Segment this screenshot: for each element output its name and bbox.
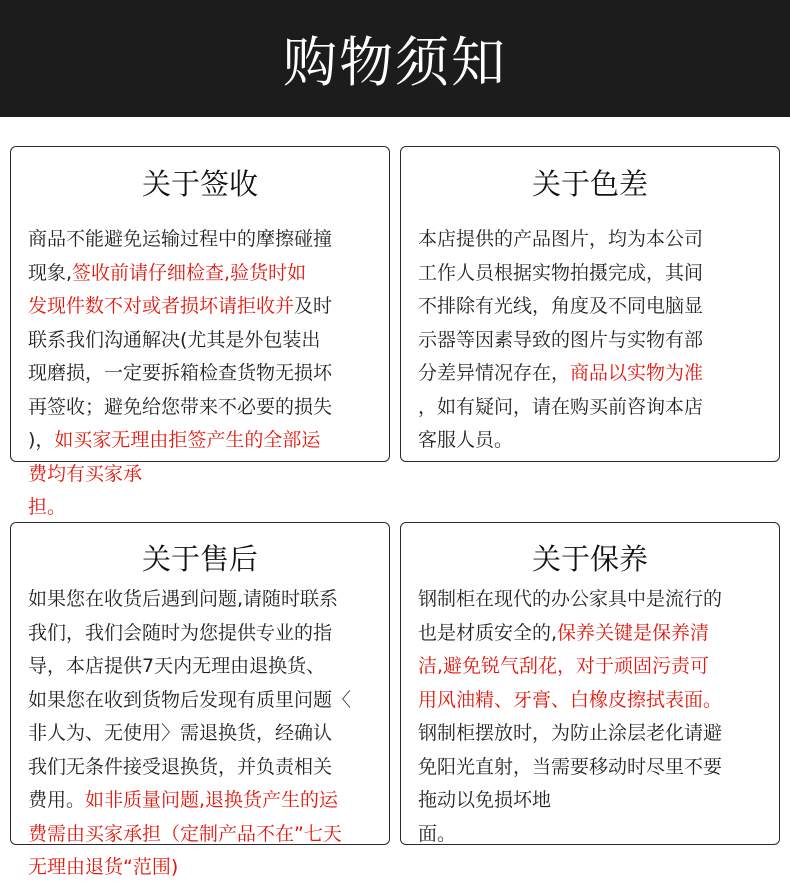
highlight-text: 无理由退货“范围) xyxy=(28,856,179,878)
card-body xyxy=(28,223,376,525)
text-line xyxy=(28,684,376,718)
body-text: 如果您在收货后遇到问题,请随时联系 xyxy=(28,588,339,610)
text-line xyxy=(28,491,376,525)
card-title: 关于签收 xyxy=(141,167,258,201)
text-line xyxy=(28,717,376,751)
text-line xyxy=(418,650,766,684)
body-text: 现磨损，一定要拆箱检查货物无损坏 xyxy=(28,362,333,384)
body-text: 也是材质安全的, xyxy=(418,621,558,644)
card-title: 关于色差 xyxy=(531,167,648,201)
card-color-difference xyxy=(400,146,780,462)
body-text: 客服人员。 xyxy=(418,429,514,451)
text-line xyxy=(28,223,376,257)
body-text: )， xyxy=(28,429,55,451)
text-line xyxy=(418,717,766,751)
card-title: 关于保养 xyxy=(531,542,648,576)
highlight-text: 担。 xyxy=(28,496,67,518)
card-body xyxy=(28,583,376,885)
card-signing xyxy=(10,146,390,518)
text-line xyxy=(418,257,766,291)
text-line xyxy=(28,290,376,324)
body-text: 我们无条件接受退换货，并负责相关 xyxy=(28,755,333,778)
text-line xyxy=(28,818,376,852)
card-body xyxy=(418,583,766,851)
highlight-text: 商品以实物为准 xyxy=(570,362,704,384)
text-line xyxy=(28,357,376,391)
text-line xyxy=(28,617,376,651)
highlight-text: 如买家无理由拒签产生的全部运 xyxy=(54,429,321,451)
body-text: 商品不能避免运输过程中的摩擦碰撞 xyxy=(28,228,333,250)
text-line xyxy=(28,650,376,684)
text-line xyxy=(28,784,376,818)
page-title: 购物须知 xyxy=(283,31,507,94)
text-line xyxy=(418,818,766,852)
body-text: 本店提供的产品图片，均为本公司 xyxy=(418,228,704,250)
text-line xyxy=(418,684,766,718)
text-line xyxy=(418,617,766,651)
body-text: 面。 xyxy=(418,822,457,845)
text-line xyxy=(28,751,376,785)
header-banner xyxy=(0,0,790,117)
text-line xyxy=(418,424,766,458)
body-text: 拖动以免损坏地 xyxy=(418,789,552,811)
card-title: 关于售后 xyxy=(141,542,258,576)
text-line xyxy=(418,391,766,425)
text-line xyxy=(418,751,766,785)
text-line xyxy=(28,324,376,358)
highlight-text: 保养关键是保养清 xyxy=(557,621,710,644)
highlight-text: 用风油精、牙膏、白橡皮擦拭表面。 xyxy=(418,688,723,711)
text-line xyxy=(28,391,376,425)
body-text: 如果您在收到货物后发现有质里问题〈 xyxy=(28,688,352,711)
body-text: 现象, xyxy=(28,261,73,284)
body-text: 不排除有光线，角度及不同电脑显 xyxy=(418,295,704,317)
text-line xyxy=(418,290,766,324)
body-text: 钢制柜在现代的办公家具中是流行的 xyxy=(418,588,723,610)
body-text: 导，本店提供7天内无理由退换货、 xyxy=(28,655,326,677)
text-line xyxy=(28,458,376,492)
highlight-text: 签收前请仔细检查,验货时如 xyxy=(72,261,307,284)
text-line xyxy=(28,257,376,291)
body-text: ，如有疑问，请在购买前咨询本店 xyxy=(418,395,704,418)
text-line xyxy=(418,583,766,617)
text-line xyxy=(418,223,766,257)
highlight-text: 如非质量问题,退换货产生的运 xyxy=(85,789,339,811)
body-text: 免阳光直射，当需要移动时尽里不要 xyxy=(418,755,723,778)
body-text: 再签收；避免给您带来不必要的损失 xyxy=(28,395,333,418)
body-text: 费用。 xyxy=(28,789,86,811)
body-text: 分差异情况存在， xyxy=(418,362,571,384)
text-line xyxy=(28,851,376,885)
body-text: 非人为、无使用〉需退换货，经确认 xyxy=(28,722,333,744)
body-text: 及时 xyxy=(294,295,333,317)
body-text: 联系我们沟通解决(尤其是外包装出 xyxy=(28,328,321,351)
text-line xyxy=(418,357,766,391)
highlight-text: 洁,避免锐气刮花，对于顽固污责可 xyxy=(418,655,710,677)
text-line xyxy=(418,324,766,358)
body-text: 工作人员根据实物拍摄完成，其间 xyxy=(418,261,704,284)
text-line xyxy=(28,583,376,617)
text-line xyxy=(418,784,766,818)
text-line xyxy=(28,424,376,458)
body-text: 我们，我们会随时为您提供专业的指 xyxy=(28,621,333,644)
card-body xyxy=(418,223,766,458)
body-text: 示器等因素导致的图片与实物有部 xyxy=(418,328,704,351)
card-after-sales xyxy=(10,522,390,878)
body-text: 钢制柜摆放时，为防止涂层老化请避 xyxy=(418,722,723,744)
card-maintenance xyxy=(400,522,780,845)
highlight-text: 费需由买家承担（定制产品不在”七天 xyxy=(28,822,342,845)
highlight-text: 费均有买家承 xyxy=(28,462,143,485)
highlight-text: 发现件数不对或者损坏请拒收并 xyxy=(28,295,295,317)
